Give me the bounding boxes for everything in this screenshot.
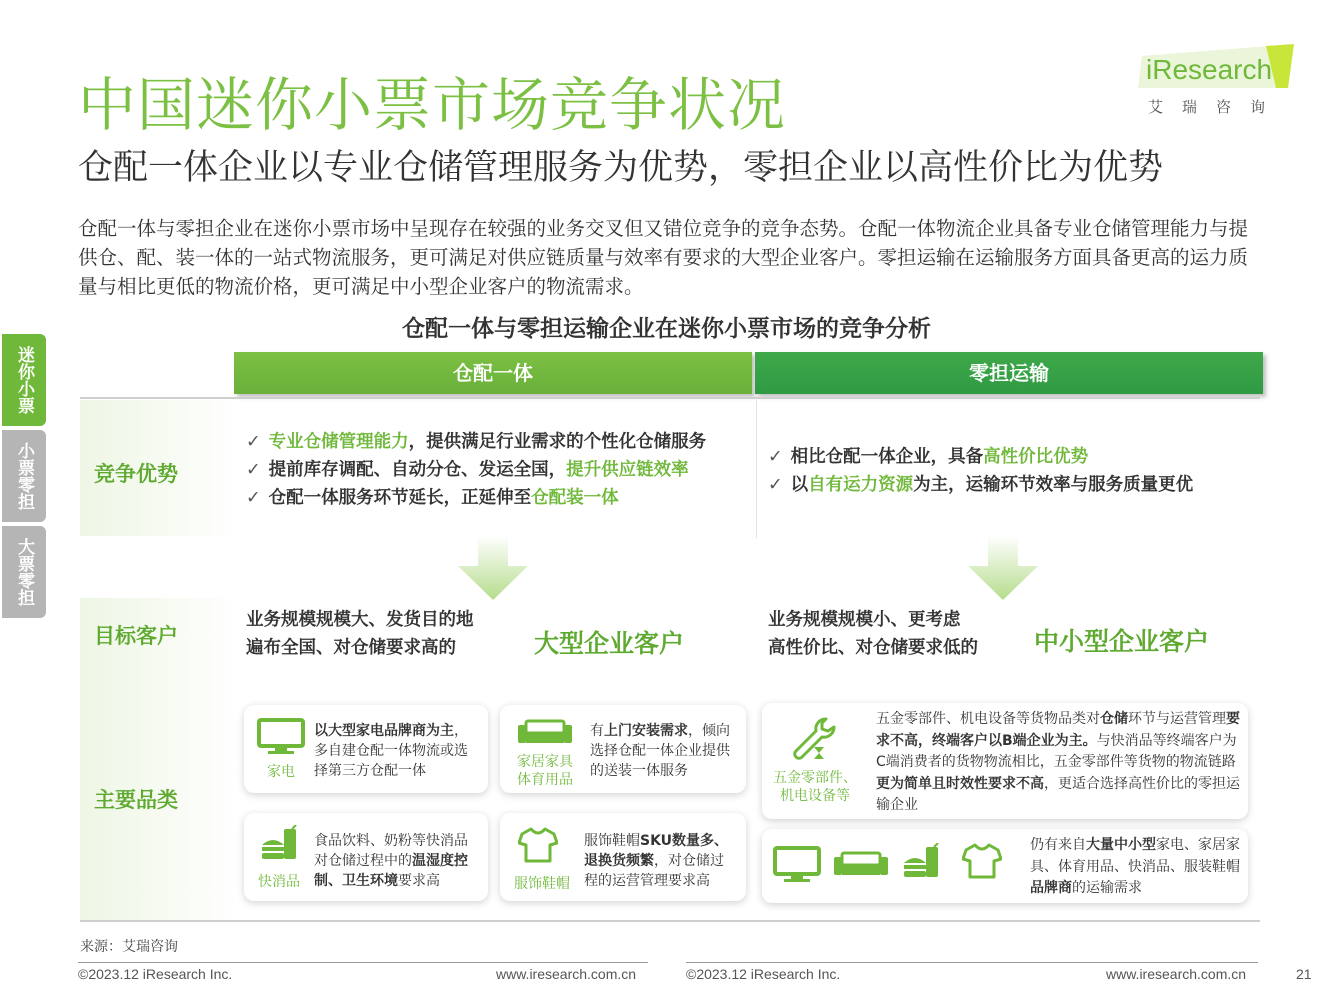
row-label-category: 主要品类 <box>94 788 178 812</box>
column-header-ltl: 零担运输 <box>755 352 1263 394</box>
category-label <box>512 753 578 789</box>
advantage-highlight: 自有运力资源 <box>808 475 914 495</box>
advantage-highlight: 提升供应链效率 <box>566 460 689 480</box>
intro-paragraph: 仓配一体与零担企业在迷你小票市场中呈现存在较强的业务交叉但又错位竞争的竞争态势。仓配一体物流企业具备专业仓储管理能力与提供仓、配、装一体的一站式物流服务，更可满足对供应链质量与效率有要求的大型企业客户。零担运输在运输服务方面具备更高的运力质量与相比更低的物流价格，更可满足中小型企业客户的物流需求。 <box>78 217 1249 298</box>
category-card-mixed <box>762 829 1248 903</box>
tv-icon <box>256 717 306 757</box>
category-text <box>314 831 480 891</box>
category-text-bold: 以大型家电品牌商为主 <box>314 723 454 739</box>
category-text-part: ，倾向选择仓配一体企业提供的送装一体服务 <box>590 723 730 779</box>
category-card-appliance <box>244 705 488 793</box>
page-subtitle: 仓配一体企业以专业仓储管理服务为优势，零担企业以高性价比为优势 <box>78 148 1164 188</box>
logo-brand: iResearch <box>1146 54 1273 85</box>
side-tab-label: 大票零担 <box>14 538 34 606</box>
iresearch-logo <box>1138 44 1298 122</box>
category-card-hardware <box>762 703 1248 819</box>
row-label-target: 目标客户 <box>94 624 178 648</box>
category-text-part: ，多自建仓配一体物流或选择第三方仓配一体 <box>314 723 468 779</box>
side-tab-label: 迷你小票 <box>14 346 34 414</box>
burger-drink-icon <box>902 843 942 883</box>
category-text <box>876 709 1240 817</box>
category-text-bold: 大量中小型 <box>1086 837 1156 853</box>
category-label-line: 家居家具 <box>517 754 573 770</box>
category-text-part: 要求高 <box>398 873 440 889</box>
advantage-text: 相比仓配一体企业，具备 <box>790 447 984 467</box>
category-text-part: 有 <box>590 723 604 739</box>
category-text <box>590 721 736 781</box>
category-text-bold: 温湿度控制、卫生环境 <box>314 853 468 889</box>
divider <box>756 398 757 538</box>
advantage-highlight: 仓配装一体 <box>531 488 619 508</box>
divider <box>80 920 1260 922</box>
advantage-text: ，提供满足行业需求的个性化仓储服务 <box>408 432 707 452</box>
advantage-left-2 <box>246 456 689 484</box>
sofa-icon <box>834 851 888 879</box>
target-right-name: 中小型企业客户 <box>1034 627 1210 656</box>
category-text-part: 环节与运营管理 <box>1128 711 1226 727</box>
side-tabs <box>2 334 46 622</box>
check-icon: ✓ <box>768 475 783 495</box>
footer-url[interactable]: www.iresearch.com.cn <box>496 966 637 982</box>
category-text-bold: 更为简单且时效性要求不高 <box>876 775 1044 792</box>
category-text-part: 的运输需求 <box>1072 880 1142 896</box>
advantage-left-3 <box>246 484 619 512</box>
source-note: 来源：艾瑞咨询 <box>80 939 178 955</box>
category-text-part: 五金零部件、机电设备等货物品类对 <box>876 711 1100 727</box>
category-text-bold: 上门安装需求 <box>604 723 688 739</box>
tv-icon <box>772 845 822 885</box>
category-text-bold: 要求不高，终端客户以B端企业为主。 <box>876 711 1240 749</box>
category-text-part: 仍有来自 <box>1030 837 1086 853</box>
check-icon: ✓ <box>246 432 261 452</box>
target-desc-line: 遍布全国、对仓储要求高的 <box>246 638 456 658</box>
category-text-part: ，对仓储过程的运营管理要求高 <box>584 853 724 889</box>
category-text <box>584 831 736 891</box>
category-text <box>314 721 476 781</box>
category-text-bold: 仓储 <box>1100 711 1128 727</box>
table-title: 仓配一体与零担运输企业在迷你小票市场的竞争分析 <box>402 316 931 342</box>
advantage-right-2 <box>768 471 1193 499</box>
category-label-line: 体育用品 <box>517 772 573 788</box>
side-tab-small[interactable] <box>2 430 46 522</box>
category-card-furniture <box>500 705 746 793</box>
category-card-fmcg <box>244 813 488 901</box>
logo-cn: 艾瑞咨询 <box>1148 98 1285 116</box>
target-left-desc <box>246 606 474 662</box>
footer-copyright: ©2023.12 iResearch Inc. <box>78 966 233 982</box>
category-text <box>1030 835 1240 900</box>
row-label-advantage: 竞争优势 <box>94 462 178 486</box>
footer-divider <box>78 962 648 963</box>
category-text-bold: 品牌商 <box>1030 880 1072 896</box>
advantage-text: 以 <box>790 475 809 495</box>
burger-drink-icon <box>260 825 300 865</box>
footer-url[interactable]: www.iresearch.com.cn <box>1106 966 1247 982</box>
category-label-line: 五金零部件、 <box>773 770 857 786</box>
page-title: 中国迷你小票市场竞争状况 <box>78 71 787 139</box>
category-label: 服饰鞋帽 <box>514 876 570 892</box>
side-tab-label: 小票零担 <box>14 442 34 510</box>
category-text-part: 家电、家居家具、体育用品、快消品、服装鞋帽 <box>1030 837 1240 875</box>
side-tab-mini[interactable] <box>2 334 46 426</box>
category-text-part: 与快消品等终端客户为C端消费者的货物物流相比，五金零部件等货物的物流链路 <box>876 732 1237 770</box>
target-right-desc <box>768 606 978 662</box>
category-label <box>772 769 858 805</box>
advantage-text: 提前库存调配、自动分仓、发运全国， <box>268 460 567 480</box>
check-icon: ✓ <box>768 447 783 467</box>
advantage-highlight: 高性价比优势 <box>983 447 1089 467</box>
down-arrow-icon <box>968 536 1038 600</box>
target-desc-line: 业务规模规模小、更考虑 <box>768 610 961 630</box>
column-header-warehouse: 仓配一体 <box>234 352 752 394</box>
advantage-text: 仓配一体服务环节延长，正延伸至 <box>268 488 532 508</box>
category-label-line: 机电设备等 <box>780 788 850 804</box>
category-card-apparel <box>500 813 746 901</box>
target-desc-line: 业务规模规模大、发货目的地 <box>246 610 474 630</box>
footer-divider <box>686 962 1258 963</box>
advantage-right-1 <box>768 443 1088 471</box>
category-text-part: 食品饮料、奶粉等快消品对仓储过程中的 <box>314 833 468 869</box>
advantage-highlight: 专业仓储管理能力 <box>268 432 409 452</box>
target-left-name: 大型企业客户 <box>534 629 685 658</box>
advantage-left-1 <box>246 428 706 456</box>
check-icon: ✓ <box>246 460 261 480</box>
category-label: 家电 <box>267 764 295 780</box>
tshirt-icon <box>962 843 1002 879</box>
tshirt-icon <box>518 827 558 863</box>
page-number: 21 <box>1296 966 1312 982</box>
side-tab-large[interactable] <box>2 526 46 618</box>
category-label: 快消品 <box>258 874 300 890</box>
footer-copyright: ©2023.12 iResearch Inc. <box>686 966 841 982</box>
target-desc-line: 高性价比、对仓储要求低的 <box>768 638 978 658</box>
down-arrow-icon <box>458 536 528 600</box>
check-icon: ✓ <box>246 488 261 508</box>
wrench-hourglass-icon <box>792 717 836 761</box>
divider <box>80 397 1260 399</box>
category-text-bold: SKU数量多、退换货频繁 <box>584 833 729 869</box>
advantage-text: 为主，运输环节效率与服务质量更优 <box>913 475 1194 495</box>
sofa-icon <box>518 719 572 747</box>
category-text-part: ，更适合选择高性价比的零担运输企业 <box>876 775 1240 813</box>
category-text-part: 服饰鞋帽 <box>584 833 640 849</box>
